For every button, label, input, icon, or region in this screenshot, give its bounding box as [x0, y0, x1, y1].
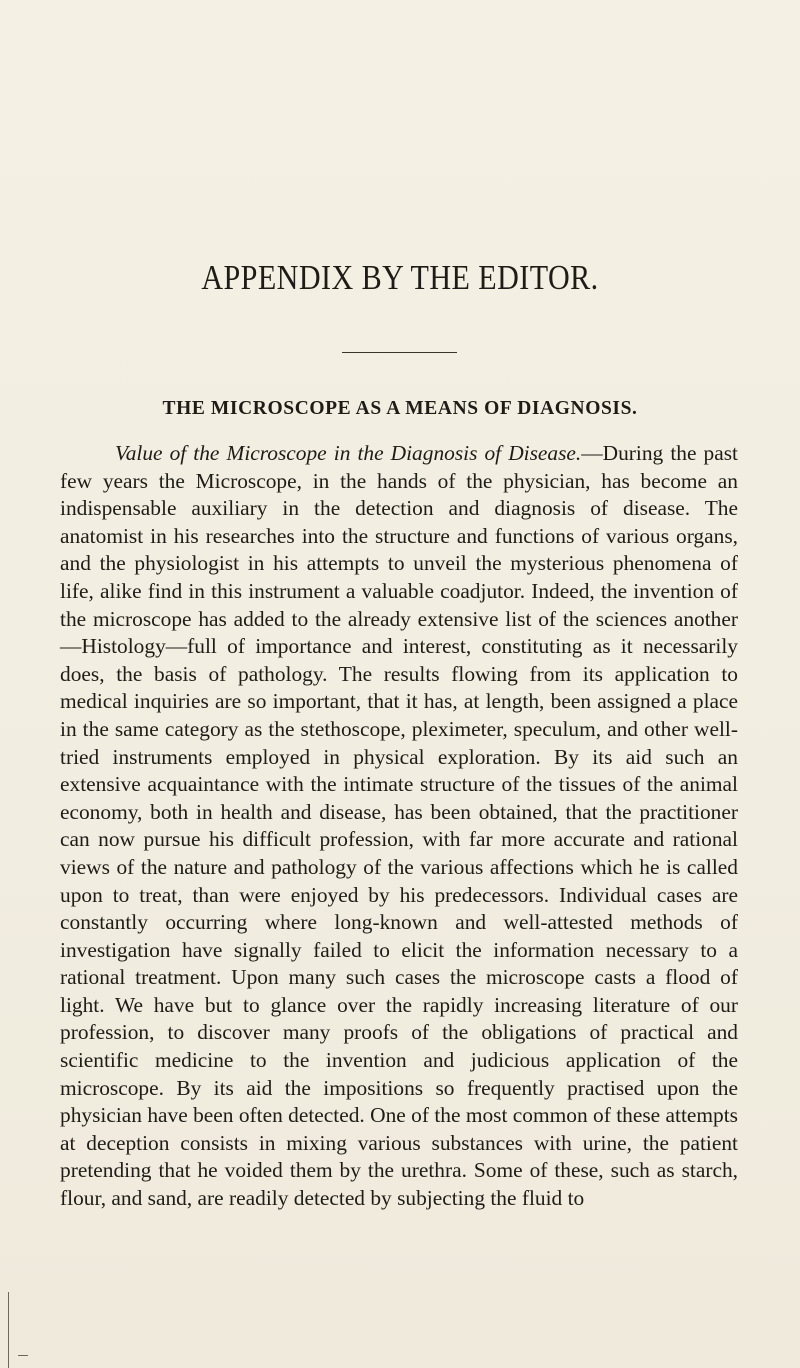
section-title: Value of the Microscope in the Diagnosis of Disease.	[115, 441, 582, 465]
appendix-heading: APPENDIX BY THE EDITOR.	[201, 258, 599, 297]
body-paragraph	[60, 440, 738, 1213]
heading-rule	[342, 352, 457, 353]
page-edge-dash	[18, 1355, 28, 1356]
body-text: —During the past few years the Microscope, in the hands of the physician, has become an indispensable auxiliary in the detection and diagnosis of disease. The anatomist in his researches into the structure and functions of various organs, and the physiologist in his attempts to unveil the mysterious phenomena of life, alike find in this instrument a valuable coadjutor. Indeed, the invention of the microscope has added to the already extensive list of the sciences another—Histology—full of importance and interest, constituting as it necessarily does, the basis of pathology. The results flowing from its application to medical inquiries are so important, that it has, at length, been assigned a place in the same category as the stethoscope, pleximeter, speculum, and other well-tried instruments employed in physical exploration. By its aid such an extensive acquaintance with the intimate structure of the tissues of the animal economy, both in health and disease, has been obtained, that the practitioner can now pursue his difficult profession, with far more accurate and rational views of the nature and pathology of the various affections which he is called upon to treat, than were enjoyed by his predecessors. Individual cases are constantly occurring where long-known and well-attested methods of investigation have signally failed to elicit the information necessary to a rational treatment. Upon many such cases the microscope casts a flood of light. We have but to glance over the rapidly increasing literature of our profession, to discover many proofs of the obligations of practical and scientific medicine to the invention and judicious application of the microscope. By its aid the impositions so frequently practised upon the physician have been often detected. One of the most common of these attempts at deception consists in mixing various substances with urine, the patient pretending that he voided them by the urethra. Some of these, such as starch, flour, and sand, are readily detected by subjecting the fluid to	[60, 441, 738, 1211]
section-subheading: THE MICROSCOPE AS A MEANS OF DIAGNOSIS.	[162, 398, 638, 419]
page-edge-line	[8, 1292, 9, 1368]
